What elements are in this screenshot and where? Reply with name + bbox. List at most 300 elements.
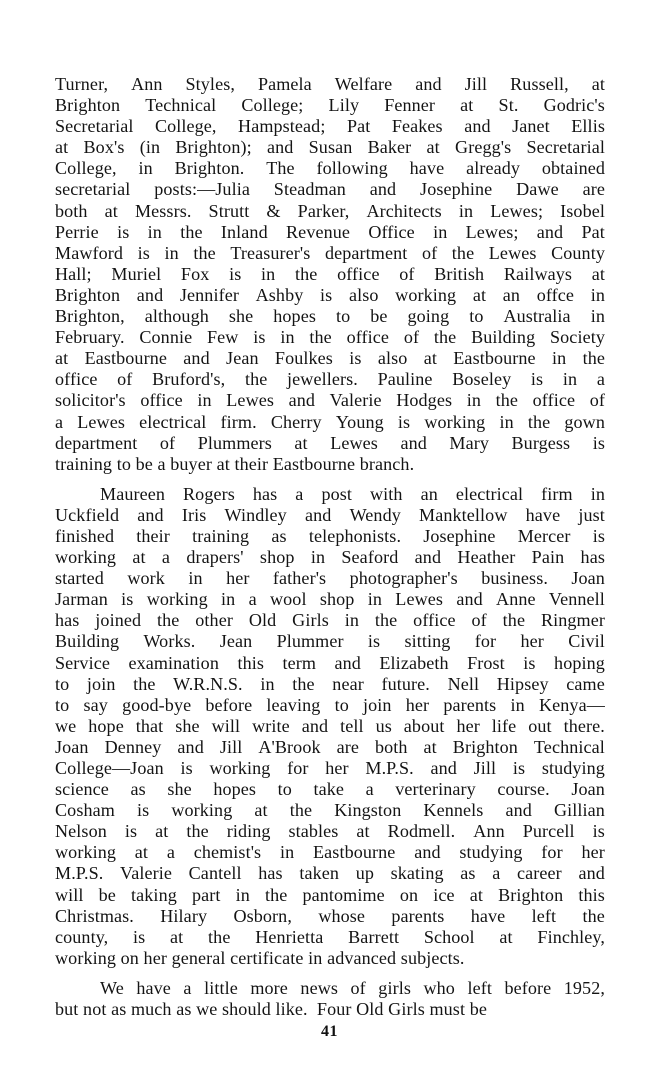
- text-word: department: [55, 432, 138, 453]
- text-word: Works.: [143, 631, 196, 652]
- text-word: Brighton);: [175, 137, 252, 158]
- text-word: this: [237, 652, 264, 673]
- text-line: [55, 779, 605, 800]
- text-word: for: [287, 758, 309, 778]
- text-word: and: [266, 137, 294, 158]
- text-word: Service: [55, 652, 110, 673]
- text-word: to: [334, 694, 349, 715]
- text-word: Jarman: [55, 589, 108, 610]
- text-word: skating: [390, 863, 444, 884]
- text-word: chemist's: [193, 842, 262, 863]
- text-word: training: [192, 525, 250, 546]
- text-word: father's: [272, 568, 327, 589]
- text-word: Pat: [581, 221, 605, 242]
- text-word: at: [460, 95, 474, 116]
- text-word: left: [467, 977, 492, 998]
- text-word: Joan: [571, 779, 605, 800]
- text-line: [55, 179, 605, 200]
- text-word: Cosham: [55, 800, 115, 821]
- text-word: studying: [459, 842, 523, 863]
- text-word: is: [253, 327, 266, 348]
- text-word: future.: [381, 673, 430, 694]
- text-word: Maureen: [100, 483, 165, 504]
- text-word: and: [136, 284, 164, 305]
- text-word: Josephine: [423, 525, 496, 546]
- text-line: [55, 433, 605, 454]
- text-word: in: [164, 242, 179, 263]
- text-word: Secretarial: [55, 116, 134, 137]
- text-word: Baker: [367, 137, 412, 158]
- text-word: is: [320, 284, 333, 305]
- text-word: in: [188, 568, 203, 589]
- text-word: February.: [55, 327, 125, 348]
- text-word: started: [55, 568, 104, 589]
- text-line: [55, 95, 605, 116]
- text-word: verterinary: [395, 779, 476, 800]
- text-word: in: [590, 483, 605, 504]
- text-word: Nell: [447, 673, 480, 694]
- text-word: Hilary: [160, 905, 208, 926]
- text-word: is: [592, 821, 605, 842]
- text-word: business.: [481, 568, 548, 589]
- text-word: M.P.S.: [55, 863, 104, 884]
- text-word: left: [531, 905, 557, 926]
- text-word: she: [228, 306, 254, 327]
- text-word: Eastbourne: [453, 348, 536, 369]
- text-word: Lewes: [77, 411, 125, 432]
- text-word: Lily: [328, 95, 360, 116]
- text-word: a: [55, 411, 64, 432]
- text-word: working: [55, 842, 117, 863]
- text-word: drapers': [186, 547, 244, 568]
- text-word: Joan: [55, 736, 89, 757]
- text-word: in: [260, 673, 275, 694]
- text-word: Secretarial: [526, 137, 605, 158]
- text-word: is: [349, 348, 362, 369]
- text-word: have: [136, 977, 171, 998]
- text-word: St.: [498, 95, 519, 116]
- text-word: a: [248, 589, 257, 610]
- text-word: as: [130, 779, 146, 800]
- text-word: also: [377, 348, 408, 369]
- text-word: in: [590, 306, 605, 327]
- text-word: Godric's: [543, 95, 605, 116]
- text-line: [55, 243, 605, 264]
- text-word: Feakes: [391, 116, 443, 137]
- text-word: to: [335, 306, 351, 327]
- text-line: [55, 285, 605, 306]
- text-word: girls: [378, 977, 411, 998]
- text-word: and: [414, 842, 441, 863]
- page-number: 41: [321, 1023, 338, 1040]
- text-word: Jill: [464, 74, 488, 94]
- text-word: office: [337, 263, 380, 284]
- text-word: Gillian: [553, 800, 605, 821]
- text-word: she: [175, 715, 200, 736]
- text-word: obtained: [541, 158, 605, 179]
- text-word: and: [464, 116, 491, 137]
- text-word: in: [197, 390, 212, 411]
- text-word: Fox: [180, 263, 210, 284]
- text-word: Gregg's: [455, 137, 512, 158]
- text-word: of: [421, 242, 438, 263]
- text-line: [55, 547, 605, 568]
- text-word: Hodges: [396, 390, 453, 411]
- text-word: Nelson: [55, 821, 107, 842]
- text-word: term: [282, 652, 317, 673]
- text-word: and: [400, 432, 427, 453]
- text-word: College,: [154, 116, 217, 137]
- text-word: is: [180, 758, 193, 778]
- text-word: the: [157, 610, 180, 631]
- text-word: is: [530, 369, 544, 390]
- text-word: Treasurer's: [230, 242, 311, 263]
- text-line: [55, 412, 605, 433]
- text-word: firm: [541, 483, 573, 504]
- text-word: up: [355, 863, 374, 884]
- text-word: of: [159, 432, 176, 453]
- text-line: [55, 978, 605, 999]
- text-line: [55, 716, 605, 737]
- text-word: Burgess: [511, 432, 571, 453]
- text-line: [55, 116, 605, 137]
- text-word: although: [144, 306, 209, 327]
- text-word: at: [356, 821, 370, 842]
- text-word: the: [495, 390, 519, 411]
- text-word: tell: [340, 715, 364, 736]
- text-word: in: [147, 221, 162, 242]
- text-word: firm.: [220, 411, 257, 432]
- text-word: working: [171, 800, 233, 821]
- text-word: and: [304, 504, 332, 525]
- text-word: and: [137, 504, 164, 525]
- text-word: in: [590, 284, 605, 305]
- text-word: office: [532, 390, 576, 411]
- text-word: Joan: [571, 568, 605, 589]
- text-word: working: [424, 411, 486, 432]
- text-word: shop: [259, 547, 295, 568]
- text-word: Elizabeth: [379, 652, 449, 673]
- text-word: her: [520, 631, 544, 652]
- text-word: the: [433, 327, 457, 348]
- text-word: office: [413, 610, 456, 631]
- text-word: Australia: [503, 306, 571, 327]
- text-word: little: [204, 977, 238, 998]
- text-word: Kenya—: [538, 694, 605, 715]
- text-word: at: [134, 842, 149, 863]
- text-word: have: [525, 504, 561, 525]
- text-word: and: [183, 348, 210, 369]
- text-word: in: [221, 589, 236, 610]
- text-line: [55, 348, 605, 369]
- text-word: she: [167, 779, 192, 800]
- text-word: Brighton: [452, 736, 518, 757]
- text-word: Perrie: [55, 221, 99, 242]
- text-word: in: [279, 842, 295, 863]
- text-word: is: [137, 242, 150, 263]
- text-word: and: [177, 736, 204, 757]
- text-word: in: [344, 610, 360, 631]
- text-word: good-bye: [122, 694, 192, 715]
- text-word: will: [55, 884, 84, 905]
- text-word: secretarial: [55, 179, 131, 200]
- text-line: [55, 674, 605, 695]
- text-word: Revenue: [286, 221, 351, 242]
- text-word: is: [133, 926, 146, 947]
- text-word: We: [100, 977, 124, 998]
- text-word: Building: [55, 631, 120, 652]
- text-word: to: [277, 779, 292, 800]
- text-word: also: [348, 284, 379, 305]
- text-word: wool: [269, 589, 307, 610]
- text-word: hopes: [213, 779, 257, 800]
- text-word: Lewes;: [490, 200, 544, 221]
- text-word: Parker,: [297, 200, 350, 221]
- text-word: Ann: [131, 74, 163, 94]
- text-word: Muriel: [111, 263, 162, 284]
- text-line: [55, 158, 605, 179]
- text-word: Susan: [308, 137, 353, 158]
- text-word: Rodmell.: [387, 821, 456, 842]
- text-word: the: [292, 673, 315, 694]
- text-word: and: [301, 715, 329, 736]
- text-word: be: [370, 306, 388, 327]
- text-word: Messrs.: [134, 200, 192, 221]
- text-word: at: [294, 432, 308, 453]
- text-word: in: [552, 348, 567, 369]
- text-word: are: [336, 736, 359, 757]
- text-word: Josephine: [420, 179, 493, 200]
- text-word: to: [469, 306, 484, 327]
- text-line: [55, 758, 605, 779]
- text-line: [55, 369, 605, 390]
- text-word: of: [117, 369, 133, 390]
- text-word: Seaford: [341, 547, 399, 568]
- text-line: [55, 327, 605, 348]
- text-word: at: [254, 800, 268, 821]
- text-word: is: [592, 432, 605, 453]
- text-word: ice: [433, 884, 455, 905]
- text-word: news: [300, 977, 339, 998]
- text-word: the: [527, 411, 551, 432]
- text-word: their: [136, 525, 170, 546]
- text-word: and: [369, 179, 397, 200]
- text-word: will: [211, 715, 241, 736]
- text-word: Eastbourne: [313, 842, 396, 863]
- text-word: Wendy: [349, 504, 401, 525]
- text-word: Architects: [366, 200, 442, 221]
- text-word: in: [310, 547, 326, 568]
- text-word: is: [124, 821, 138, 842]
- text-word: at: [469, 884, 483, 905]
- text-word: Valerie: [120, 863, 172, 884]
- text-word: M.P.S.: [365, 758, 414, 778]
- text-word: at: [104, 200, 118, 221]
- text-word: the: [193, 242, 216, 263]
- text-word: at: [170, 926, 184, 947]
- text-word: to: [55, 673, 70, 694]
- paragraph-more-leavers: [55, 484, 605, 969]
- text-word: the: [374, 610, 398, 631]
- text-line: [55, 526, 605, 547]
- text-word: be: [98, 884, 116, 905]
- text-word: and: [334, 652, 361, 673]
- text-word: (in: [139, 137, 161, 158]
- text-word: with: [370, 483, 403, 504]
- text-word: is: [121, 589, 134, 610]
- text-word: her: [456, 715, 480, 736]
- text-word: Connie: [139, 327, 193, 348]
- text-word: and: [578, 863, 605, 884]
- text-word: W.R.N.S.: [173, 673, 243, 694]
- text-line: [55, 737, 605, 758]
- text-word: Barrett: [348, 926, 400, 947]
- text-word: Jean: [226, 348, 259, 369]
- text-word: her: [226, 568, 250, 589]
- text-word: working: [146, 589, 208, 610]
- text-line: [55, 863, 605, 884]
- text-word: Welfare: [334, 74, 393, 94]
- text-word: in: [458, 200, 474, 221]
- text-word: as: [271, 525, 287, 546]
- text-word: taking: [131, 884, 177, 905]
- text-word: Cantell: [188, 863, 242, 884]
- text-word: College,: [55, 158, 117, 179]
- text-word: Plummer: [276, 631, 344, 652]
- text-word: a: [183, 977, 192, 998]
- text-word: Boseley: [452, 369, 512, 390]
- text-word: write: [252, 715, 290, 736]
- text-word: Railways: [503, 263, 573, 284]
- text-word: in: [261, 263, 276, 284]
- text-word: office: [55, 369, 98, 390]
- text-word: the: [582, 348, 605, 369]
- text-line: [55, 505, 605, 526]
- text-word: Hall;: [55, 263, 92, 284]
- text-word: the: [582, 905, 605, 926]
- text-word: both: [374, 736, 408, 757]
- text-line: [55, 631, 605, 652]
- text-word: shop: [319, 589, 355, 610]
- text-word: Plummers: [197, 432, 272, 453]
- text-word: join: [86, 673, 116, 694]
- text-word: Ringmer: [540, 610, 605, 631]
- text-word: at: [423, 736, 437, 757]
- text-word: Rogers: [183, 483, 235, 504]
- text-word: Mawford: [55, 242, 124, 263]
- text-word: Lewes: [226, 390, 275, 411]
- text-word: for: [541, 842, 563, 863]
- text-word: the: [186, 821, 209, 842]
- text-word: Russell,: [510, 74, 569, 94]
- text-word: parents: [391, 905, 445, 926]
- text-word: in: [562, 369, 578, 390]
- text-word: Building: [471, 327, 536, 348]
- text-word: Girls: [292, 610, 329, 631]
- text-word: science: [55, 779, 109, 800]
- text-word: at: [155, 821, 169, 842]
- text-word: and: [430, 758, 457, 778]
- text-word: at: [591, 74, 605, 94]
- text-word: gown: [564, 411, 605, 432]
- text-word: joined: [95, 610, 142, 631]
- text-word: solicitor's: [55, 390, 126, 411]
- text-word: her: [405, 694, 430, 715]
- text-word: College—Joan: [55, 758, 164, 778]
- text-word: Brighton,: [55, 306, 125, 327]
- text-line: [55, 842, 605, 863]
- text-word: and: [456, 589, 483, 610]
- text-word: more: [250, 977, 288, 998]
- text-word: Steadman: [273, 179, 346, 200]
- text-word: of: [471, 610, 487, 631]
- text-word: hope: [88, 715, 124, 736]
- text-word: both: [55, 200, 88, 221]
- text-word: came: [566, 673, 605, 694]
- text-word: at: [132, 547, 146, 568]
- text-word: hopes: [273, 306, 316, 327]
- text-word: Denney: [104, 736, 162, 757]
- text-word: examination: [128, 652, 219, 673]
- text-word: has: [580, 547, 605, 568]
- text-word: telephonists.: [308, 525, 402, 546]
- text-word: Styles,: [185, 74, 235, 94]
- text-word: the: [295, 263, 318, 284]
- text-word: Mary: [449, 432, 489, 453]
- text-word: jewellers.: [287, 369, 358, 390]
- text-word: Few: [207, 327, 239, 348]
- text-word: her: [581, 842, 605, 863]
- text-word: of: [399, 263, 415, 284]
- text-word: stables: [288, 821, 339, 842]
- text-word: Janet: [512, 116, 550, 137]
- text-word: in: [510, 694, 525, 715]
- text-word: her: [325, 758, 349, 778]
- paragraph-leavers-1953: [55, 74, 605, 475]
- text-word: studying: [541, 758, 605, 778]
- text-word: British: [434, 263, 485, 284]
- text-word: Ashby: [255, 284, 304, 305]
- text-word: and: [505, 800, 532, 821]
- text-word: Foulkes: [274, 348, 333, 369]
- text-line: [55, 306, 605, 327]
- text-word: at: [591, 263, 605, 284]
- text-word: that: [135, 715, 164, 736]
- text-word: at: [499, 926, 513, 947]
- text-word: other: [195, 610, 233, 631]
- text-word: Vennell: [548, 589, 605, 610]
- text-word: have: [409, 158, 445, 179]
- text-word: Brighton: [55, 284, 121, 305]
- text-word: Fenner: [384, 95, 436, 116]
- text-word: for: [474, 631, 497, 652]
- text-word: this: [578, 884, 605, 905]
- text-word: Brighton.: [174, 158, 245, 179]
- text-word: Turner,: [55, 74, 109, 94]
- text-word: out: [528, 715, 552, 736]
- text-word: Bruford's,: [152, 369, 226, 390]
- text-word: Lewes: [395, 589, 444, 610]
- text-word: is: [592, 525, 605, 546]
- text-word: at: [423, 348, 437, 369]
- text-word: following: [316, 158, 388, 179]
- text-word: have: [470, 905, 506, 926]
- text-word: Brighton: [55, 95, 121, 116]
- text-line: [55, 927, 605, 948]
- text-word: Christmas.: [55, 905, 134, 926]
- text-word: Strutt: [208, 200, 250, 221]
- text-word: Jill: [219, 736, 243, 757]
